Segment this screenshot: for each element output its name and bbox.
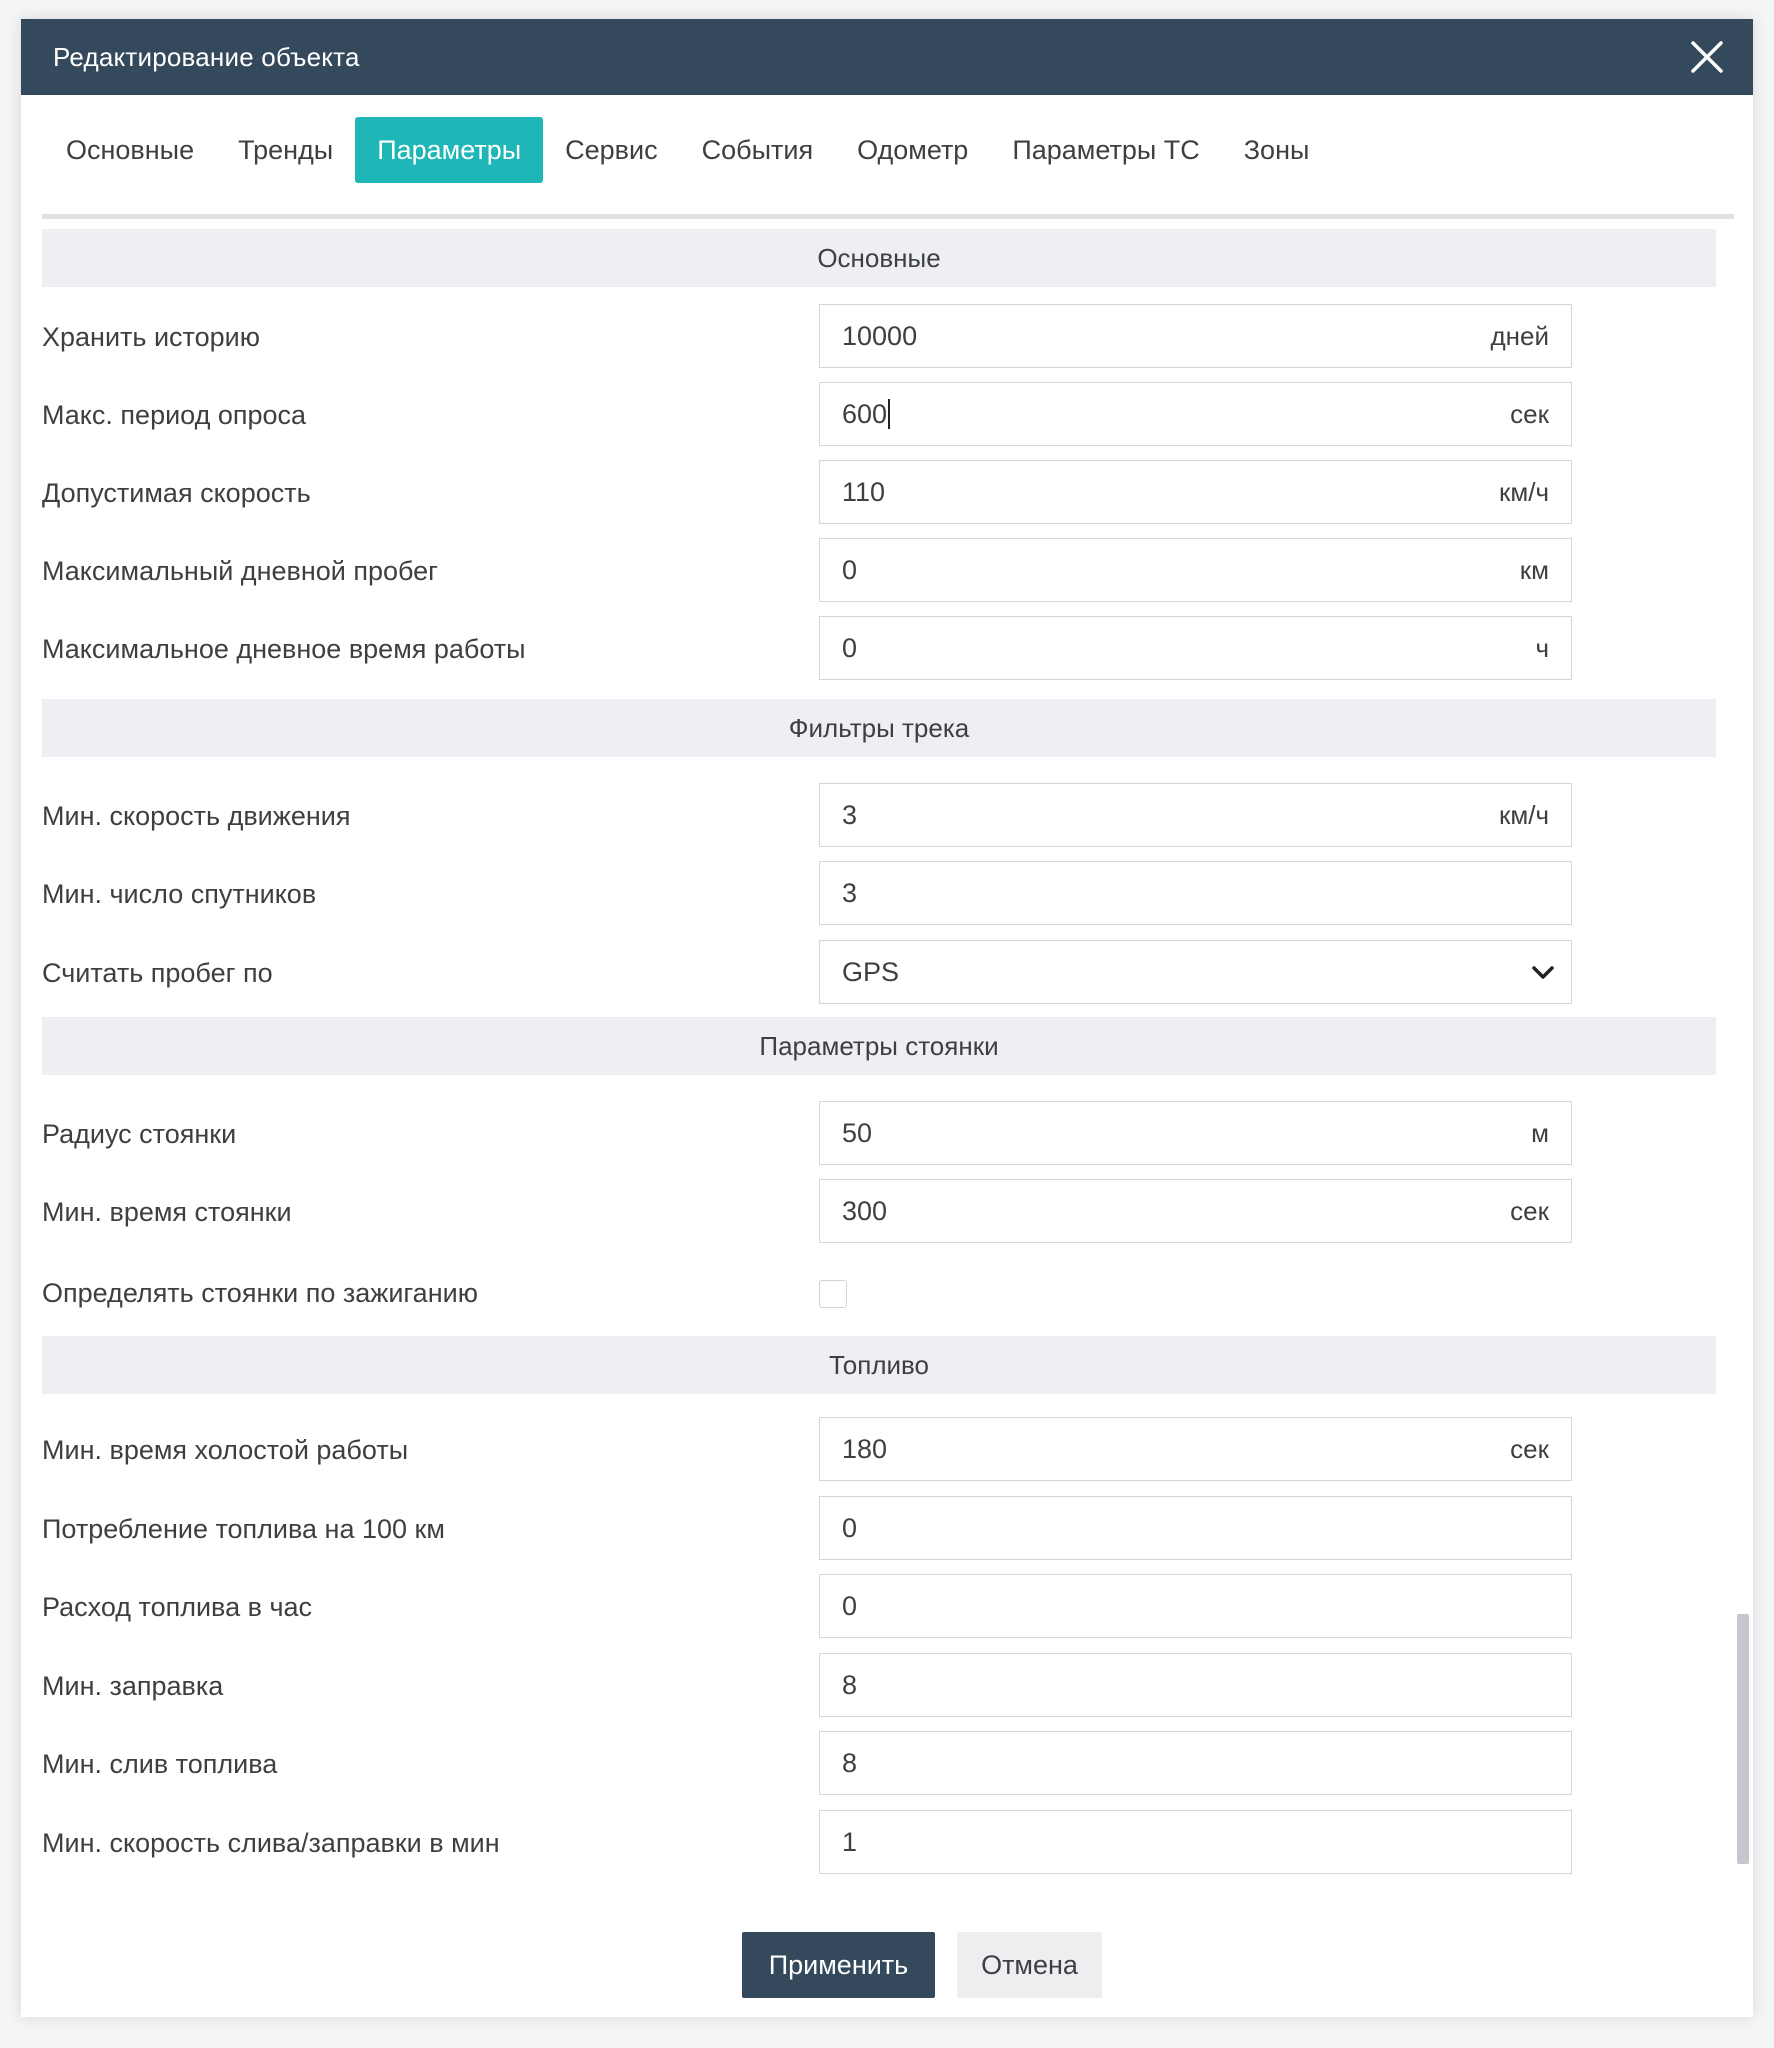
- poll-period-label: Макс. период опроса: [42, 400, 307, 430]
- poll-period-unit: сек: [1510, 399, 1549, 429]
- edit-object-dialog: [21, 19, 1753, 2017]
- row-min-refuel: [42, 1653, 1716, 1719]
- daily-mileage-unit: км: [1519, 555, 1549, 585]
- min-satellites-input[interactable]: [819, 861, 1572, 925]
- tab-trends[interactable]: Тренды: [238, 135, 334, 165]
- min-satellites-label: Мин. число спутников: [42, 879, 317, 909]
- form-scrollbar[interactable]: [1737, 1614, 1749, 1864]
- mileage-by-value: GPS: [842, 957, 900, 987]
- allowed-speed-input[interactable]: [819, 460, 1572, 524]
- min-drain-label: Мин. слив топлива: [42, 1749, 278, 1779]
- poll-period-input[interactable]: [819, 382, 1572, 446]
- daily-mileage-value: 0: [842, 555, 858, 585]
- min-speed-unit: км/ч: [1498, 800, 1549, 830]
- min-refuel-input[interactable]: [819, 1653, 1572, 1717]
- consumption-100km-value: 0: [842, 1513, 858, 1543]
- min-drain-input[interactable]: [819, 1731, 1572, 1795]
- row-daily-work-time: [42, 616, 1716, 682]
- daily-work-time-input[interactable]: [819, 616, 1572, 680]
- history-unit: дней: [1490, 321, 1549, 351]
- apply-button[interactable]: Применить: [742, 1932, 935, 1998]
- tab-vehicle-parameters[interactable]: Параметры ТС: [1012, 135, 1200, 165]
- parking-min-time-input[interactable]: [819, 1179, 1572, 1243]
- tab-parameters[interactable]: Параметры: [355, 117, 543, 183]
- parking-radius-label: Радиус стоянки: [42, 1119, 237, 1149]
- consumption-hour-label: Расход топлива в час: [42, 1592, 313, 1622]
- idle-time-input[interactable]: [819, 1417, 1572, 1481]
- row-min-satellites: [42, 861, 1716, 927]
- consumption-hour-input[interactable]: [819, 1574, 1572, 1638]
- daily-mileage-input[interactable]: [819, 538, 1572, 602]
- form-scroll-area: [42, 229, 1716, 1889]
- consumption-hour-value: 0: [842, 1591, 858, 1621]
- daily-work-time-unit: ч: [1535, 633, 1549, 663]
- chevron-down-icon: [1529, 959, 1557, 987]
- min-refuel-label: Мин. заправка: [42, 1671, 224, 1701]
- poll-period-value: 600: [842, 399, 888, 429]
- section-header-main: Основные: [42, 229, 1716, 287]
- daily-mileage-label: Максимальный дневной пробег: [42, 556, 439, 586]
- allowed-speed-unit: км/ч: [1498, 477, 1549, 507]
- dialog-title: Редактирование объекта: [53, 42, 360, 72]
- daily-work-time-label: Максимальное дневное время работы: [42, 634, 526, 664]
- close-icon[interactable]: [1687, 37, 1727, 77]
- row-parking-by-ignition: [42, 1260, 1716, 1326]
- parking-by-ignition-checkbox[interactable]: [819, 1280, 847, 1308]
- consumption-100km-input[interactable]: [819, 1496, 1572, 1560]
- section-header-parking: Параметры стоянки: [42, 1017, 1716, 1075]
- min-satellites-value: 3: [842, 878, 858, 908]
- idle-time-unit: сек: [1510, 1434, 1549, 1464]
- row-daily-mileage: [42, 538, 1716, 604]
- min-rate-input[interactable]: [819, 1810, 1572, 1874]
- parking-min-time-label: Мин. время стоянки: [42, 1197, 292, 1227]
- history-input[interactable]: [819, 304, 1572, 368]
- section-header-track-filters: Фильтры трека: [42, 699, 1716, 757]
- parking-radius-unit: м: [1531, 1118, 1549, 1148]
- idle-time-label: Мин. время холостой работы: [42, 1435, 409, 1465]
- min-speed-input[interactable]: [819, 783, 1572, 847]
- parking-radius-value: 50: [842, 1118, 873, 1148]
- row-mileage-by: [42, 940, 1716, 1006]
- min-speed-value: 3: [842, 800, 858, 830]
- cancel-button[interactable]: Отмена: [957, 1932, 1102, 1998]
- row-consumption-hour: [42, 1574, 1716, 1640]
- parameters-form: [42, 229, 1738, 1889]
- daily-work-time-value: 0: [842, 633, 858, 663]
- row-history: [42, 304, 1716, 370]
- tab-odometer[interactable]: Одометр: [857, 135, 969, 165]
- row-min-rate: [42, 1810, 1716, 1876]
- dialog-titlebar: [21, 19, 1753, 95]
- section-header-fuel: Топливо: [42, 1336, 1716, 1394]
- parking-min-time-unit: сек: [1510, 1196, 1549, 1226]
- min-rate-value: 1: [842, 1827, 858, 1857]
- idle-time-value: 180: [842, 1434, 888, 1464]
- min-rate-label: Мин. скорость слива/заправки в мин: [42, 1828, 500, 1858]
- row-idle-time: [42, 1417, 1716, 1483]
- tab-zones[interactable]: Зоны: [1243, 135, 1310, 165]
- tab-divider: [42, 214, 1734, 219]
- tab-basic[interactable]: Основные: [66, 135, 195, 165]
- parking-radius-input[interactable]: [819, 1101, 1572, 1165]
- consumption-100km-label: Потребление топлива на 100 км: [42, 1514, 445, 1544]
- history-value: 10000: [842, 321, 918, 351]
- parking-by-ignition-label: Определять стоянки по зажиганию: [42, 1278, 478, 1308]
- parking-min-time-value: 300: [842, 1196, 888, 1226]
- min-refuel-value: 8: [842, 1670, 858, 1700]
- row-poll-period: [42, 382, 1716, 448]
- allowed-speed-label: Допустимая скорость: [42, 478, 311, 508]
- row-consumption-100km: [42, 1496, 1716, 1562]
- min-speed-label: Мин. скорость движения: [42, 801, 351, 831]
- mileage-by-select[interactable]: [819, 940, 1572, 1004]
- text-cursor: [888, 399, 890, 429]
- row-min-drain: [42, 1731, 1716, 1797]
- row-min-speed: [42, 783, 1716, 849]
- min-drain-value: 8: [842, 1748, 858, 1778]
- row-parking-min-time: [42, 1179, 1716, 1245]
- tab-service[interactable]: Сервис: [565, 135, 658, 165]
- row-allowed-speed: [42, 460, 1716, 526]
- history-label: Хранить историю: [42, 322, 260, 352]
- mileage-by-label: Считать пробег по: [42, 958, 273, 988]
- row-parking-radius: [42, 1101, 1716, 1167]
- tab-bar: [44, 117, 1331, 183]
- tab-events[interactable]: События: [701, 135, 814, 165]
- allowed-speed-value: 110: [842, 477, 886, 507]
